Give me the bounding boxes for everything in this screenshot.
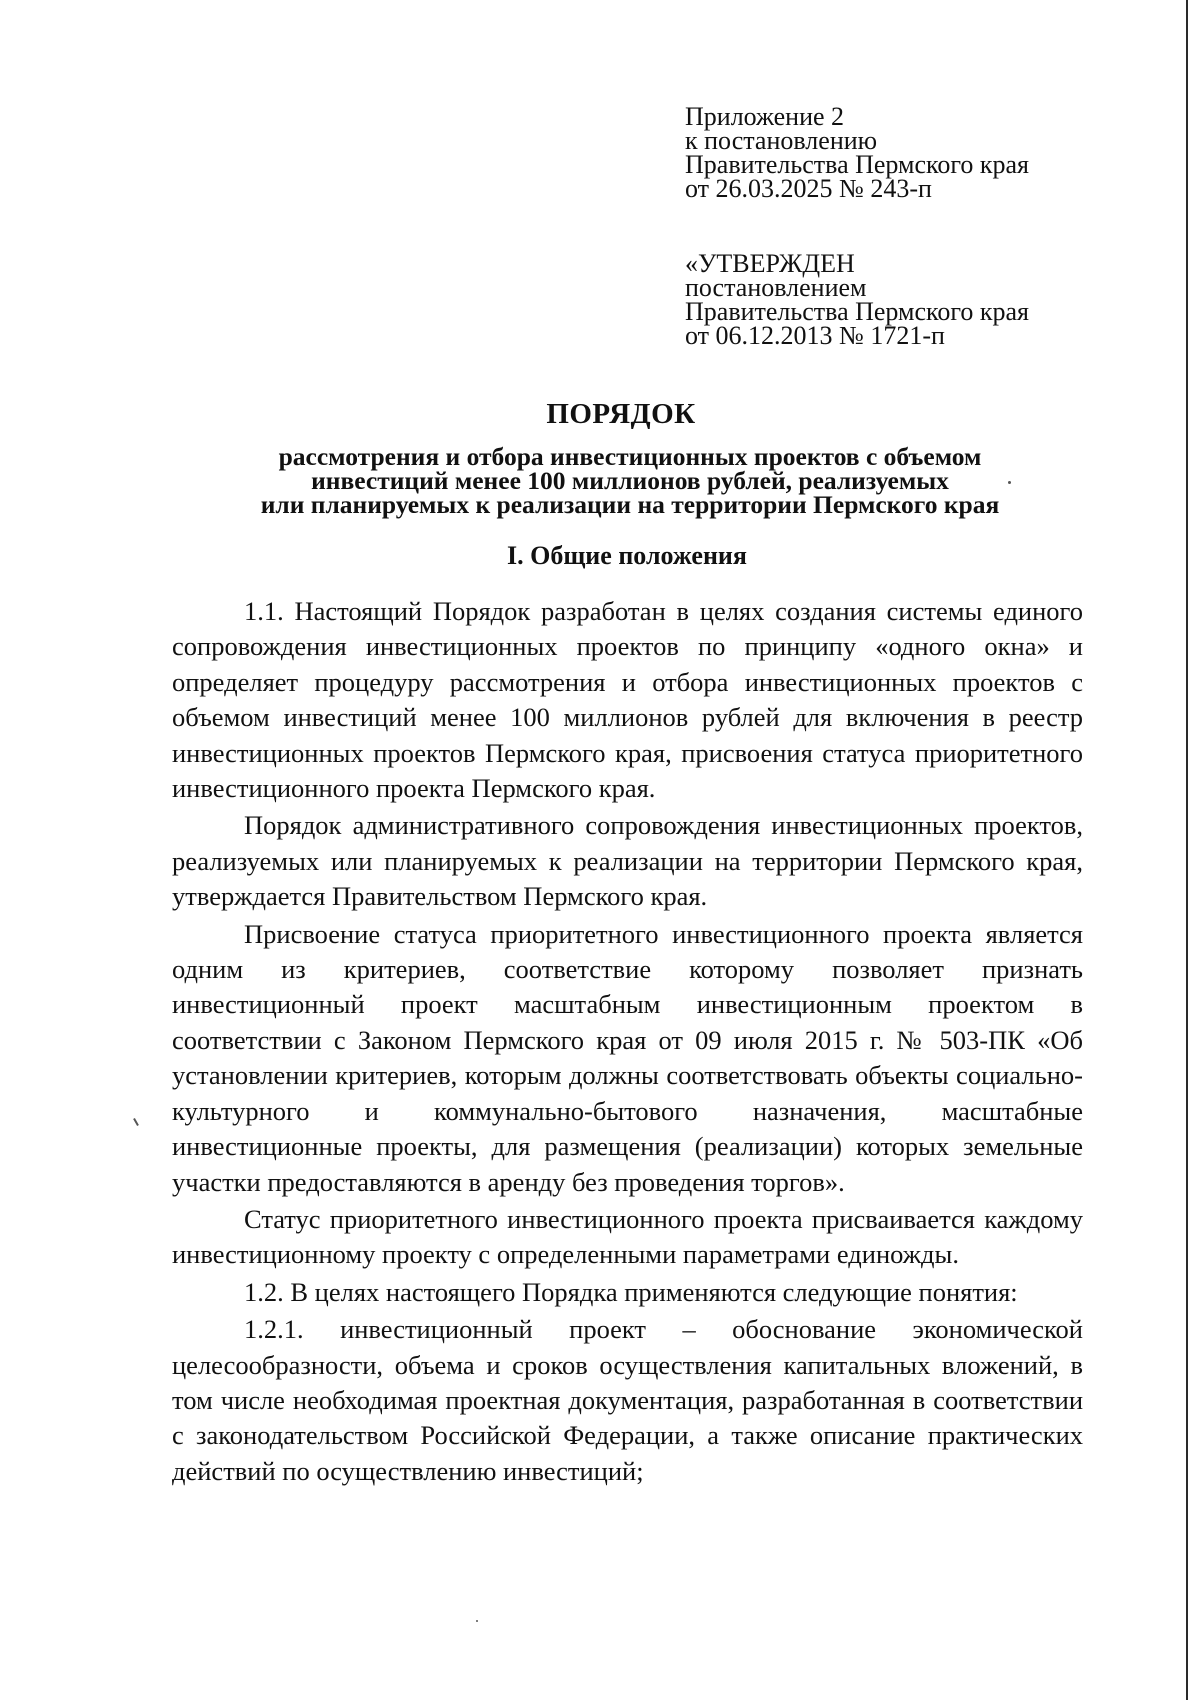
subtitle-line-1: рассмотрения и отбора инвестиционных проектов с объемом <box>278 442 982 471</box>
approval-line-2: постановлением <box>685 273 867 302</box>
attachment-block <box>685 102 1029 203</box>
paragraph-1-2: 1.2. В целях настоящего Порядка применяются следующие понятия: <box>244 1276 1018 1307</box>
paragraph-admin-support: Порядок административного сопровождения инвестиционных проектов, реализуемых или планируемых к реализации на территории Пермского края, утверждается Правительством Пермского края. <box>172 810 1083 912</box>
body-text <box>172 594 1083 1491</box>
document-subtitle <box>180 442 1080 519</box>
subtitle-line-2: инвестиций менее 100 миллионов рублей, реализуемых <box>311 466 949 495</box>
approval-line-1: «УТВЕРЖДЕН <box>685 249 855 278</box>
attachment-line-4: от 26.03.2025 № 243-п <box>685 174 932 203</box>
paragraph-1-2-1: 1.2.1. инвестиционный проект – обоснование экономической целесообразности, объема и сроков осуществления капитальных вложений, в том числе необходимая проектная документация, разработанная в соответствии с законодательством Российской Федерации, а также описание практических действий по осуществлению инвестиций; <box>172 1314 1083 1486</box>
attachment-line-1: Приложение 2 <box>685 102 845 131</box>
scan-speck <box>133 1118 139 1126</box>
document-title: ПОРЯДОК <box>546 398 696 430</box>
section-heading: I. Общие положения <box>507 541 747 570</box>
scan-speck <box>1008 481 1011 484</box>
attachment-line-2: к постановлению <box>685 126 878 155</box>
scan-edge-line <box>1186 0 1188 1700</box>
approval-block <box>685 249 1029 350</box>
approval-line-3: Правительства Пермского края <box>685 297 1029 326</box>
paragraph-priority-status: Присвоение статуса приоритетного инвестиционного проекта является одним из критериев, соответствие которому позволяет признать инвестиционный проект масштабным инвестиционным проектом в соответствии с Законом Пермского края от 09 июля 2015 г. № 503-ПК «Об установлении критериев, которым должны соответствовать объекты социально-культурного и коммунально-бытового назначения, масштабные инвестиционные проекты, для размещения (реализации) которых земельные участки предоставляются в аренду без проведения торгов». <box>172 918 1083 1197</box>
paragraph-1-1: 1.1. Настоящий Порядок разработан в целях создания системы единого сопровождения инвестиционных проектов по принципу «одного окна» и определяет процедуру рассмотрения и отбора инвестиционных проектов с объемом инвестиций менее 100 миллионов рублей для включения в реестр инвестиционных проектов Пермского края, присвоения статуса приоритетного инвестиционного проекта Пермского края. <box>172 596 1083 804</box>
approval-line-4: от 06.12.2013 № 1721-п <box>685 321 945 350</box>
scan-speck <box>476 1620 478 1622</box>
paragraph-status-once: Статус приоритетного инвестиционного проекта присваивается каждому инвестиционному проекту с определенными параметрами единожды. <box>172 1203 1083 1270</box>
subtitle-line-3: или планируемых к реализации на территории Пермского края <box>260 490 1000 519</box>
attachment-line-3: Правительства Пермского края <box>685 150 1029 179</box>
